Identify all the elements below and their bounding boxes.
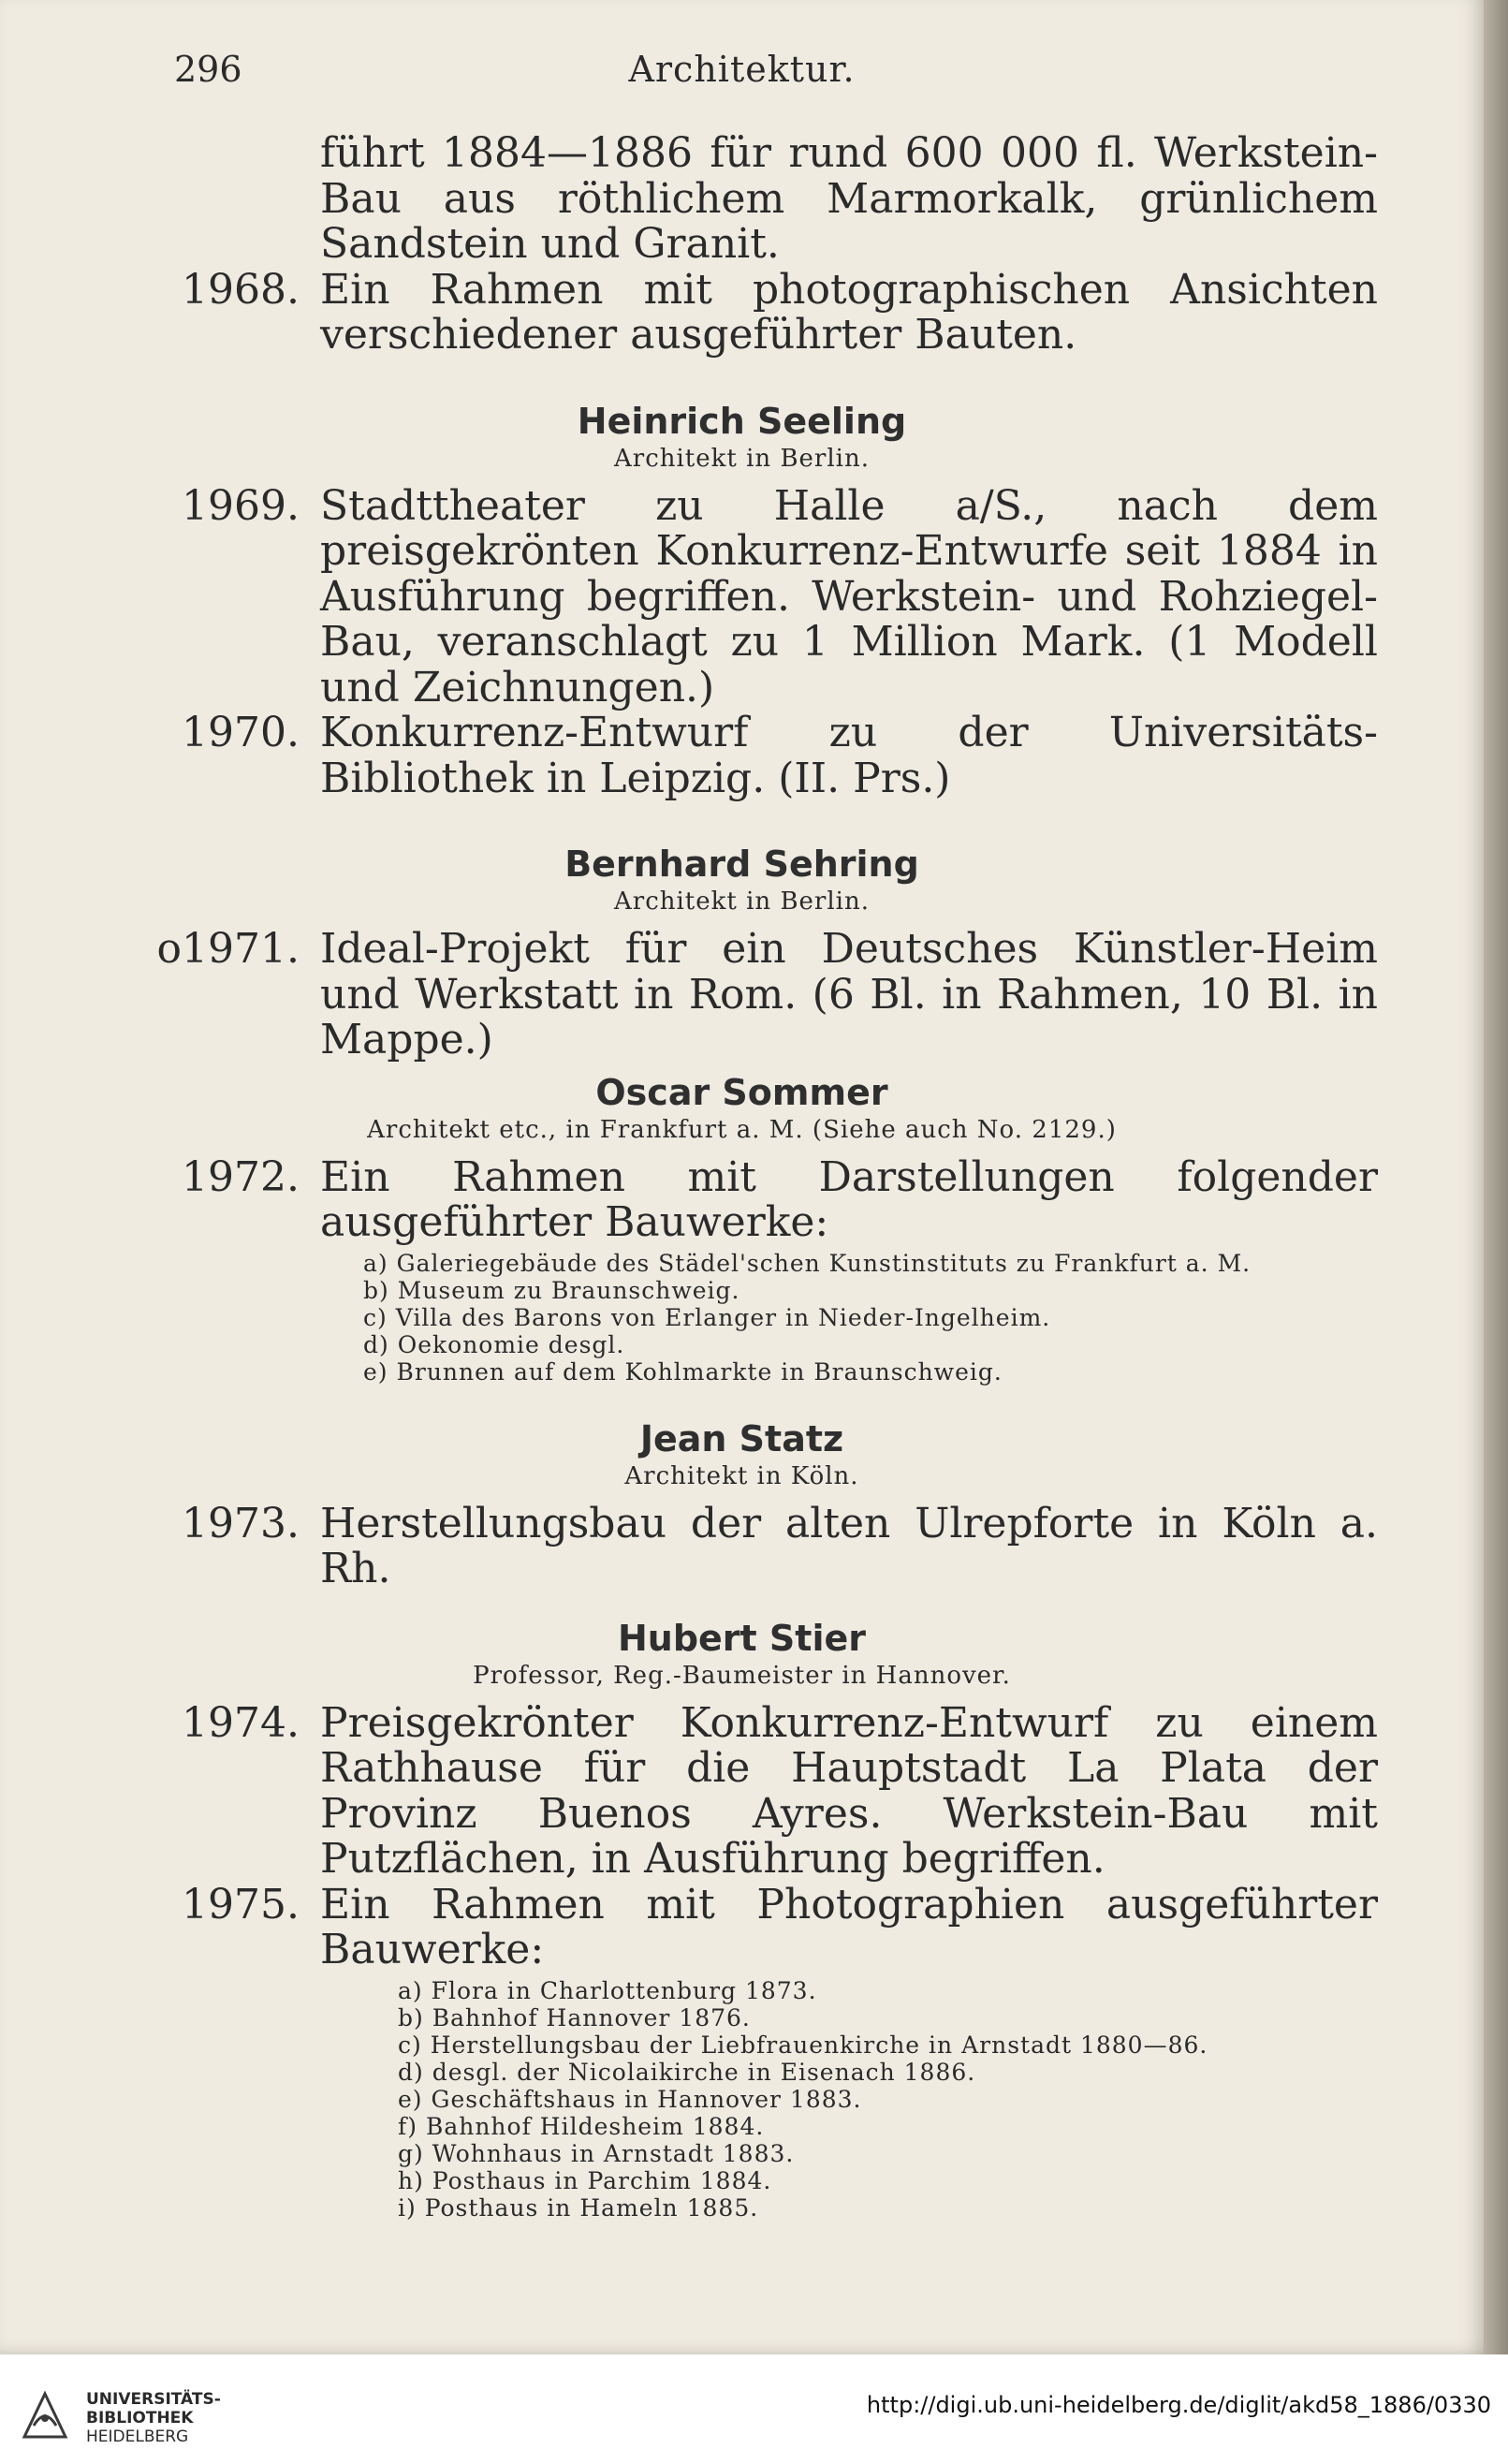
sub-item: a) Galeriegebäude des Städel'schen Kunstinstituts zu Frankfurt a. M. <box>363 1249 1252 1277</box>
catalogue-entry-1968 <box>0 265 1484 359</box>
catalogue-entry-1973 <box>0 1499 1484 1592</box>
entry-text: Ideal-Projekt für ein Deutsches Künstler-Heim und Werkstatt in Rom. (6 Bl. in Rahmen, 10 Bl. in Mappe.) <box>320 925 1378 1063</box>
architect-name-stier: Hubert Stier <box>617 1617 867 1659</box>
catalogue-entry-1971 <box>0 927 1484 1063</box>
sub-item: e) Brunnen auf dem Kohlmarkte in Braunschweig. <box>363 1357 1003 1386</box>
entry-number: 1968. <box>182 265 300 314</box>
sub-item-list-1975 <box>398 1977 1484 2222</box>
sub-item: e) Geschäftshaus in Hannover 1883. <box>398 2085 862 2113</box>
catalogue-entry-1974 <box>0 1698 1484 1883</box>
page-number: 296 <box>174 49 242 90</box>
logo-line: UNIVERSITÄTS- <box>86 2390 221 2409</box>
entry-number: 1972. <box>182 1152 300 1201</box>
sub-item: f) Bahnhof Hildesheim 1884. <box>398 2112 765 2140</box>
entry-number: 1970. <box>182 709 300 756</box>
architect-name-sehring: Bernhard Sehring <box>564 843 919 885</box>
logo-line: HEIDELBERG <box>86 2427 189 2446</box>
library-footer <box>0 2354 1508 2464</box>
architect-role-sehring: Architekt in Berlin. <box>613 887 871 916</box>
sub-item: d) desgl. der Nicolaikirche in Eisenach 1886. <box>398 2058 976 2086</box>
catalogue-entry-1970 <box>0 711 1484 801</box>
entry-number: 1973. <box>182 1499 300 1547</box>
entry-number: 1974. <box>182 1698 300 1747</box>
catalogue-content <box>0 131 1484 2222</box>
sub-item: b) Museum zu Braunschweig. <box>363 1276 740 1304</box>
sub-item: g) Wohnhaus in Arnstadt 1883. <box>398 2139 795 2167</box>
sub-item: i) Posthaus in Hameln 1885. <box>398 2193 759 2222</box>
entry-text: Ein Rahmen mit Photographien ausgeführter Bauwerke: <box>320 1880 1378 1973</box>
sub-item: a) Flora in Charlottenburg 1873. <box>398 1976 817 2004</box>
architect-name-seeling: Heinrich Seeling <box>577 400 907 442</box>
page-header <box>0 49 1484 95</box>
page-edge-shadow <box>1484 0 1508 2354</box>
entry-number: 1969. <box>182 481 300 530</box>
library-logo-text <box>86 2390 221 2446</box>
sub-item: b) Bahnhof Hannover 1876. <box>398 2003 751 2031</box>
entry-text: Herstellungsbau der alten Ulrepforte in Köln a. Rh. <box>320 1499 1378 1592</box>
logo-line: BIBLIOTHEK <box>86 2409 194 2427</box>
architect-name-sommer: Oscar Sommer <box>595 1071 888 1113</box>
sub-item: c) Villa des Barons von Erlanger in Nieder-Ingelheim. <box>363 1303 1051 1331</box>
entry-text: Ein Rahmen mit photographischen Ansichten verschiedener ausgeführter Bauten. <box>320 265 1378 359</box>
architect-role-stier: Professor, Reg.-Baumeister in Hannover. <box>473 1661 1011 1690</box>
architect-role-sommer: Architekt etc., in Frankfurt a. M. (Siehe auch No. 2129.) <box>367 1115 1117 1144</box>
entry-text: Stadttheater zu Halle a/S., nach dem preisgekrönten Konkurrenz-Entwurfe seit 1884 in Ausführung begriffen. Werkstein- und Rohziegel-Bau, veranschlagt zu 1 Million Mark. (1 Modell und Zeichnungen.) <box>320 481 1378 711</box>
entry-text: Preisgekrönter Konkurrenz-Entwurf zu einem Rathhause für die Hauptstadt La Plata der Provinz Buenos Ayres. Werkstein-Bau mit Putzflächen, in Ausführung begriffen. <box>320 1698 1378 1883</box>
running-title: Architektur. <box>628 49 856 90</box>
continuation-text: führt 1884—1886 für rund 600 000 fl. Werkstein-Bau aus röthlichem Marmorkalk, grünlichem Sandstein und Granit. <box>320 129 1378 268</box>
permalink-url[interactable]: http://digi.ub.uni-heidelberg.de/diglit/akd58_1886/0330 <box>866 2392 1491 2418</box>
entry-number: o1971. <box>156 925 300 973</box>
sub-item-list-1972 <box>363 1250 1484 1386</box>
catalogue-entry-1975 <box>0 1880 1484 1973</box>
architect-name-statz: Jean Statz <box>639 1417 844 1459</box>
sub-item: c) Herstellungsbau der Liebfrauenkirche in Arnstadt 1880—86. <box>398 2031 1208 2059</box>
catalogue-entry-1972 <box>0 1152 1484 1246</box>
architect-role-statz: Architekt in Köln. <box>624 1461 859 1490</box>
entry-number: 1975. <box>182 1880 300 1929</box>
entry-text: Ein Rahmen mit Darstellungen folgender ausgeführter Bauwerke: <box>320 1152 1378 1246</box>
architect-role-seeling: Architekt in Berlin. <box>613 444 871 473</box>
entry-text: Konkurrenz-Entwurf zu der Universitäts-Bibliothek in Leipzig. (II. Prs.) <box>320 709 1378 802</box>
sub-item: d) Oekonomie desgl. <box>363 1330 625 1358</box>
sub-item: h) Posthaus in Parchim 1884. <box>398 2166 772 2194</box>
catalogue-entry-1969 <box>0 481 1484 711</box>
university-seal-icon <box>17 2388 73 2444</box>
